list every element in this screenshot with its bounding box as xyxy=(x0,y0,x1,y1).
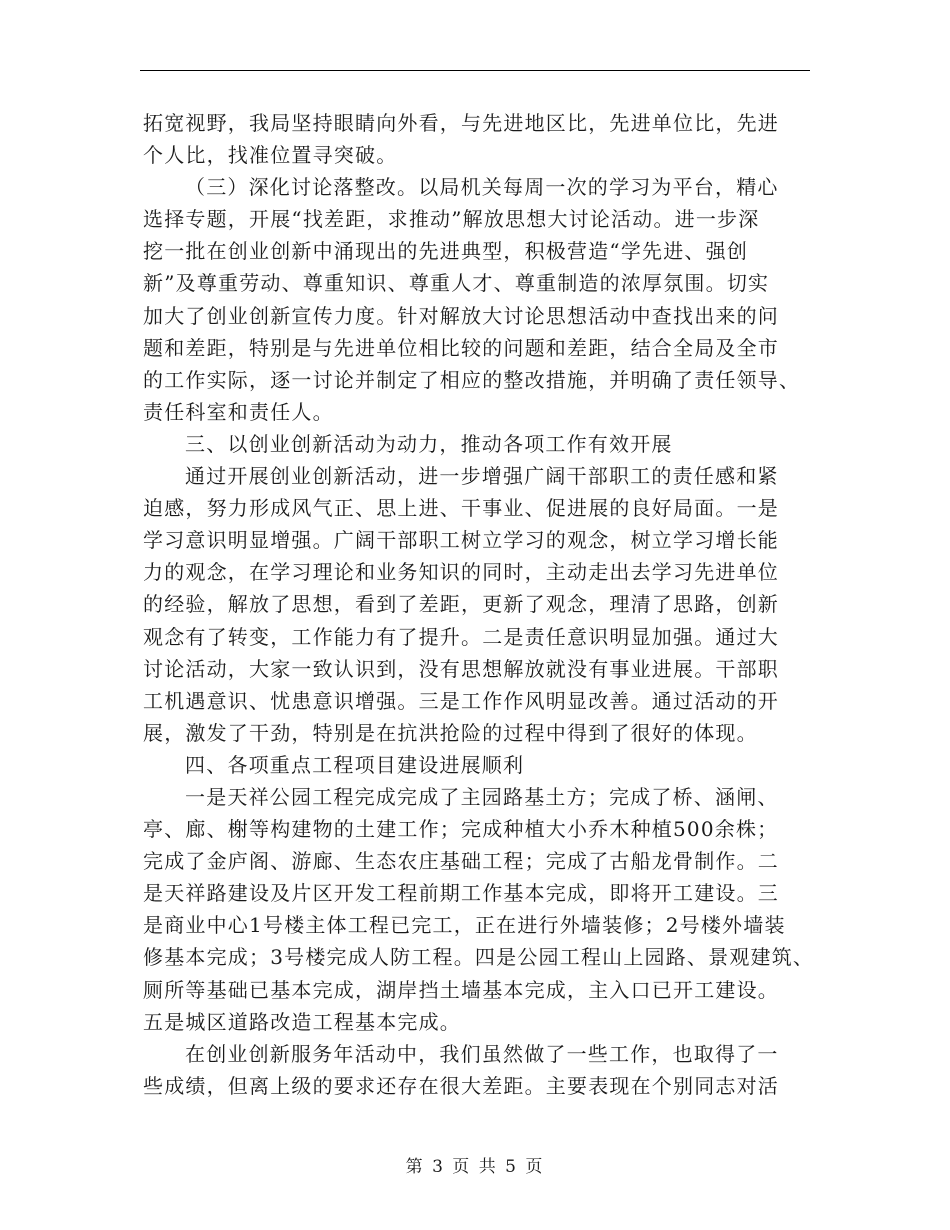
text-line: 三、以创业创新活动为动力，推动各项工作有效开展 xyxy=(185,431,673,456)
text-line: 完成了金庐阁、游廊、生态农庄基础工程；完成了古船龙骨制作。二 xyxy=(143,849,779,874)
text-line: 学习意识明显增强。广阔干部职工树立学习的观念，树立学习增长能 xyxy=(143,528,779,553)
text-line: 讨论活动，大家一致认识到，没有思想解放就没有事业进展。干部职 xyxy=(143,656,779,681)
text-line: 四、各项重点工程项目建设进展顺利 xyxy=(185,752,525,777)
text-line: （三）深化讨论落整改。以局机关每周一次的学习为平台，精心 xyxy=(185,175,779,200)
text-line: 力的观念，在学习理论和业务知识的同时，主动走出去学习先进单位 xyxy=(143,560,779,585)
text-line: 迫感，努力形成风气正、思上进、干事业、促进展的良好局面。一是 xyxy=(143,496,779,521)
text-line: 的经验，解放了思想，看到了差距，更新了观念，理清了思路，创新 xyxy=(143,592,779,617)
header-rule xyxy=(140,70,810,71)
text-line: 工机遇意识、忧患意识增强。三是工作作风明显改善。通过活动的开 xyxy=(143,688,779,713)
text-line: 个人比，找准位置寻突破。 xyxy=(143,143,398,168)
text-line: 观念有了转变，工作能力有了提升。二是责任意识明显加强。通过大 xyxy=(143,624,779,649)
text-line: 新”及尊重劳动、尊重知识、尊重人才、尊重制造的浓厚氛围。切实 xyxy=(143,271,770,296)
text-line: 展，激发了干劲，特别是在抗洪抢险的过程中得到了很好的体现。 xyxy=(143,720,758,745)
text-line: 亭、廊、榭等构建物的土建工作；完成种植大小乔木种植500余株； xyxy=(143,817,779,842)
text-line: 题和差距，特别是与先进单位相比较的问题和差距，结合全局及全市 xyxy=(143,335,779,360)
text-line: 加大了创业创新宣传力度。针对解放大讨论思想活动中查找出来的问 xyxy=(143,303,779,328)
text-line: 一是天祥公园工程完成完成了主园路基土方；完成了桥、涵闸、 xyxy=(185,784,779,809)
text-line: 五是城区道路改造工程基本完成。 xyxy=(143,1009,461,1034)
text-line: 的工作实际，逐一讨论并制定了相应的整改措施，并明确了责任领导、 xyxy=(143,367,801,392)
page-footer: 第 3 页 共 5 页 xyxy=(405,1157,545,1177)
text-line: 通过开展创业创新活动，进一步增强广阔干部职工的责任感和紧 xyxy=(185,464,779,489)
text-line: 厕所等基础已基本完成，湖岸挡土墙基本完成，主入口已开工建设。 xyxy=(143,977,779,1002)
text-line: 挖一批在创业创新中涌现出的先进典型，积极营造“学先进、强创 xyxy=(143,239,749,264)
text-line: 在创业创新服务年活动中，我们虽然做了一些工作，也取得了一 xyxy=(185,1041,779,1066)
text-line: 拓宽视野，我局坚持眼睛向外看，与先进地区比，先进单位比，先进 xyxy=(143,111,779,135)
document-body xyxy=(143,107,815,1102)
text-line: 责任科室和责任人。 xyxy=(143,399,334,424)
text-line: 选择专题，开展“找差距，求推动”解放思想大讨论活动。进一步深 xyxy=(143,207,760,232)
text-line: 修基本完成；3号楼完成人防工程。四是公园工程山上园路、景观建筑、 xyxy=(143,945,815,970)
text-line: 是天祥路建设及片区开发工程前期工作基本完成，即将开工建设。三 xyxy=(143,881,779,906)
text-line: 是商业中心1号楼主体工程已完工，正在进行外墙装修；2号楼外墙装 xyxy=(143,913,786,938)
text-line: 些成绩，但离上级的要求还存在很大差距。主要表现在个别同志对活 xyxy=(143,1073,779,1098)
